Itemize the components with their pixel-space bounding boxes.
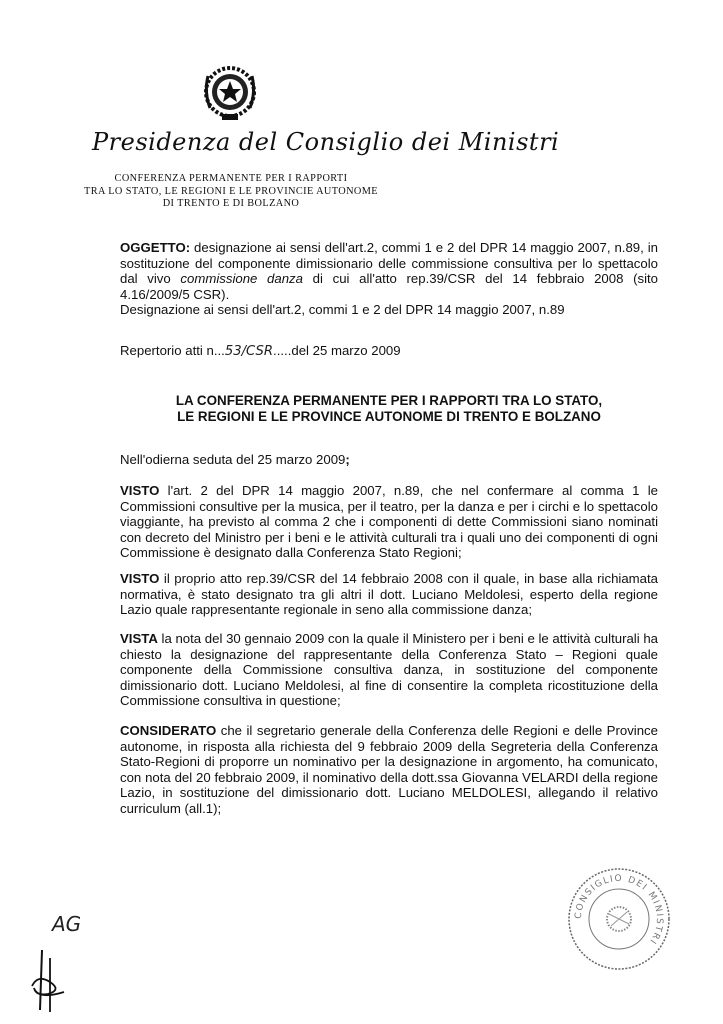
paragraph-text: il proprio atto rep.39/CSR del 14 febbraio 2008 con il quale, in base alla richiamata normativa, è stato designato tra gli altri il dott. Luciano Meldolesi, esperto della regione Lazio quale rappresentante regionale in seno alla commissione danza; — [120, 571, 658, 617]
office-line-2: TRA LO STATO, LE REGIONI E LE PROVINCIE AUTONOME — [84, 185, 378, 197]
repertorio-prefix: Repertorio atti n... — [120, 343, 225, 358]
paragraph-text: che il segretario generale della Conferenza delle Regioni e delle Province autonome, in risposta alla richiesta del 9 febbraio 2009 della Segreteria della Conferenza Stato-Regioni di proporre un nominativo per la designazione in argomento, ha comunicato, con nota del 20 febbraio 2009, il nominativo della dott.ssa Giovanna VELARDI della regione Lazio, in sostituzione del dimissionario dott. Luciano MELDOLESI, allegando il relativo curriculum (all.1); — [120, 723, 658, 816]
handwritten-initials: AG — [52, 912, 82, 936]
office-line-3: DI TRENTO E DI BOLZANO — [162, 198, 300, 209]
repertorio-suffix: .....del 25 marzo 2009 — [273, 343, 401, 358]
paragraph-visto-1 — [120, 483, 658, 561]
subject-italic: commissione danza — [180, 271, 303, 286]
paragraph-visto-2 — [120, 571, 658, 618]
office-line-1: CONFERENZA PERMANENTE PER I RAPPORTI — [114, 173, 348, 184]
paragraph-vista — [120, 631, 658, 709]
subject-line-2: Designazione ai sensi dell'art.2, commi 1 e 2 del DPR 14 maggio 2007, n.89 — [120, 302, 565, 317]
stamp-text: CONSIGLIO DEI MINISTRI — [573, 873, 665, 947]
subject-text-1: designazione ai sensi dell'art.2, commi 1 e 2 del DPR 14 maggio 2007, n.89, in sostituzione del componente dimissionario delle commissione consultiva per lo spettacolo dal vivo — [120, 240, 658, 286]
session-text: Nell'odierna seduta del 25 marzo 2009 — [120, 452, 346, 467]
title-line-2: LE REGIONI E LE PROVINCE AUTONOME DI TRENTO E BOLZANO — [177, 409, 601, 424]
session-end: ; — [345, 452, 350, 467]
paragraph-considerato — [120, 723, 658, 816]
subject-text-2: di cui all'atto rep.39/CSR del 14 febbraio 2008 (sito 4.16/2009/5 CSR). — [120, 271, 658, 302]
paragraph-keyword: VISTO — [120, 483, 160, 498]
title-line-1: LA CONFERENZA PERMANENTE PER I RAPPORTI TRA LO STATO, — [175, 393, 603, 408]
official-round-stamp-icon — [566, 866, 672, 972]
paragraph-keyword: CONSIDERATO — [120, 723, 217, 738]
paragraph-keyword: VISTO — [120, 571, 160, 586]
conference-office-header — [40, 173, 422, 211]
subject-block — [120, 240, 658, 318]
subject-paragraph — [120, 240, 658, 302]
paragraph-text: l'art. 2 del DPR 14 maggio 2007, n.89, che nel confermare al comma 1 le Commissioni consultive per la musica, per il teatro, per la danza e per i circhi e lo spettacolo viaggiante, ha previsto al comma 2 che i componenti di dette Commissioni siano nominati con decreto del Ministro per i beni e le attività culturali tra i quali uno dei componenti di ogni Commissione è designato dalla Conferenza Stato Regioni; — [120, 483, 658, 560]
handwritten-signature-icon — [28, 948, 68, 1014]
repertorio-handwritten-number: 53/CSR — [224, 344, 274, 359]
paragraph-text: la nota del 30 gennaio 2009 con la quale il Ministero per i beni e le attività culturali ha chiesto la designazione del rappresentante della Conferenza Stato – Regioni quale componente della Commissione consultiva danza, in sostituzione del componente dimissionario dott. Luciano Meldolesi, al fine di consentire la completa ricostituzione della Commissione consultiva in questione; — [120, 631, 658, 708]
session-line — [120, 452, 658, 468]
italian-republic-emblem-icon — [200, 62, 260, 124]
paragraph-keyword: VISTA — [120, 631, 158, 646]
repertorio-line — [120, 343, 658, 360]
subject-label: OGGETTO: — [120, 240, 191, 255]
presidency-script-title: Presidenza del Consiglio dei Ministri — [92, 128, 560, 156]
conference-title — [120, 393, 658, 425]
